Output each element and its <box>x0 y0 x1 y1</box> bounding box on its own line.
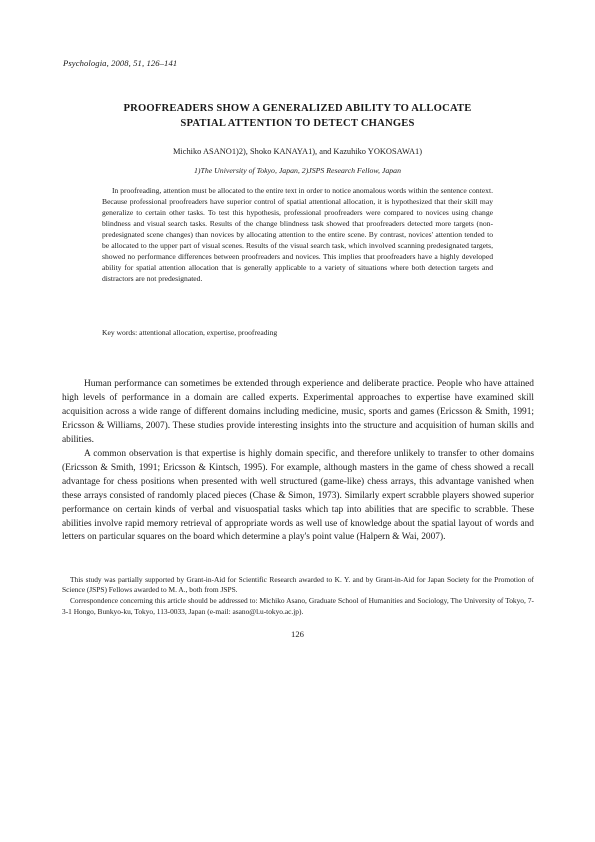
author-list: Michiko ASANO1)2), Shoko KANAYA1), and Kazuhiko YOKOSAWA1) <box>172 147 422 156</box>
footnote-funding: This study was partially supported by Grant-in-Aid for Scientific Research awarded to K. Y. and by Grant-in-Aid for Japan Society for the Promotion of Science (JSPS) Fellows awarded to M. A., both from JSPS. <box>62 575 534 595</box>
abstract: In proofreading, attention must be allocated to the entire text in order to notice anomalous words within the sentence context. Because professional proofreaders have superior control of spatial attentional allocation, it is hypothesized that their skill may generalize to certain other tasks. To test this hypothesis, professional proofreaders were compared to novices using change blindness and visual search tasks. Results of the change blindness task showed that proofreaders detected more targets (non-predesignated scene changes) than novices by allocating attention to the entire scene. By contrast, novices' attention tended to be allocated to the upper part of visual scenes. Results of the visual search task, which involved scanning predesignated targets, showed no performance differences between proofreaders and novices. This implies that proofreaders have a highly developed ability for spatial attention allocation that is generally applicable to a variety of situations where both detection targets and distractors are not predesignated. <box>102 186 493 284</box>
body-paragraph-2: A common observation is that expertise is highly domain specific, and therefore unlikely to transfer to other domains (Ericsson & Smith, 1991; Ericsson & Kintsch, 1995). For example, although masters in the game of chess showed a recall advantage for chess positions when presented with well structured (game-like) chess arrays, this advantage vanished when these arrays consisted of randomly placed pieces (Chase & Simon, 1973). Similarly expert scrabble players showed superior performance on certain kinds of verbal and visuospatial tasks which tap into abilities that are specific to scrabble. These abilities involve rapid memory retrieval of appropriate words as well use of knowledge about the spatial layout of words and letters on particular squares on the board which determine a play's point value (Halpern & Wai, 2007). <box>62 448 534 543</box>
body-paragraph-1: Human performance can sometimes be extended through experience and deliberate practice. People who have attained high levels of performance in a domain are called experts. Experimental approaches to expertise have examined skill acquisition across a wide range of different domains including medicine, music, sports and games (Ericsson & Smith, 1991; Ericsson & Williams, 2007). These studies provide interesting insights into the structure and acquisition of human skills and abilities. <box>62 379 534 445</box>
keywords: Key words: attentional allocation, expertise, proofreading <box>102 328 278 337</box>
title-line-2: SPATIAL ATTENTION TO DETECT CHANGES <box>180 118 415 129</box>
page-number: 126 <box>291 629 304 639</box>
title-line-1: PROOFREADERS SHOW A GENERALIZED ABILITY TO ALLOCATE <box>123 103 472 114</box>
article-title <box>60 101 535 131</box>
footnotes <box>62 575 534 618</box>
author-affiliation: 1)The University of Tokyo, Japan, 2)JSPS Research Fellow, Japan <box>194 166 401 175</box>
journal-reference: Psychologia, 2008, 51, 126–141 <box>63 58 178 68</box>
body-text <box>62 378 534 545</box>
footnote-correspondence: Correspondence concerning this article should be addressed to: Michiko Asano, Graduate School of Humanities and Sociology, The University of Tokyo, 7-3-1 Hongo, Bunkyo-ku, Tokyo, 113-0033, Japan (e-mail: asano@l.u-tokyo.ac.jp). <box>62 596 534 616</box>
